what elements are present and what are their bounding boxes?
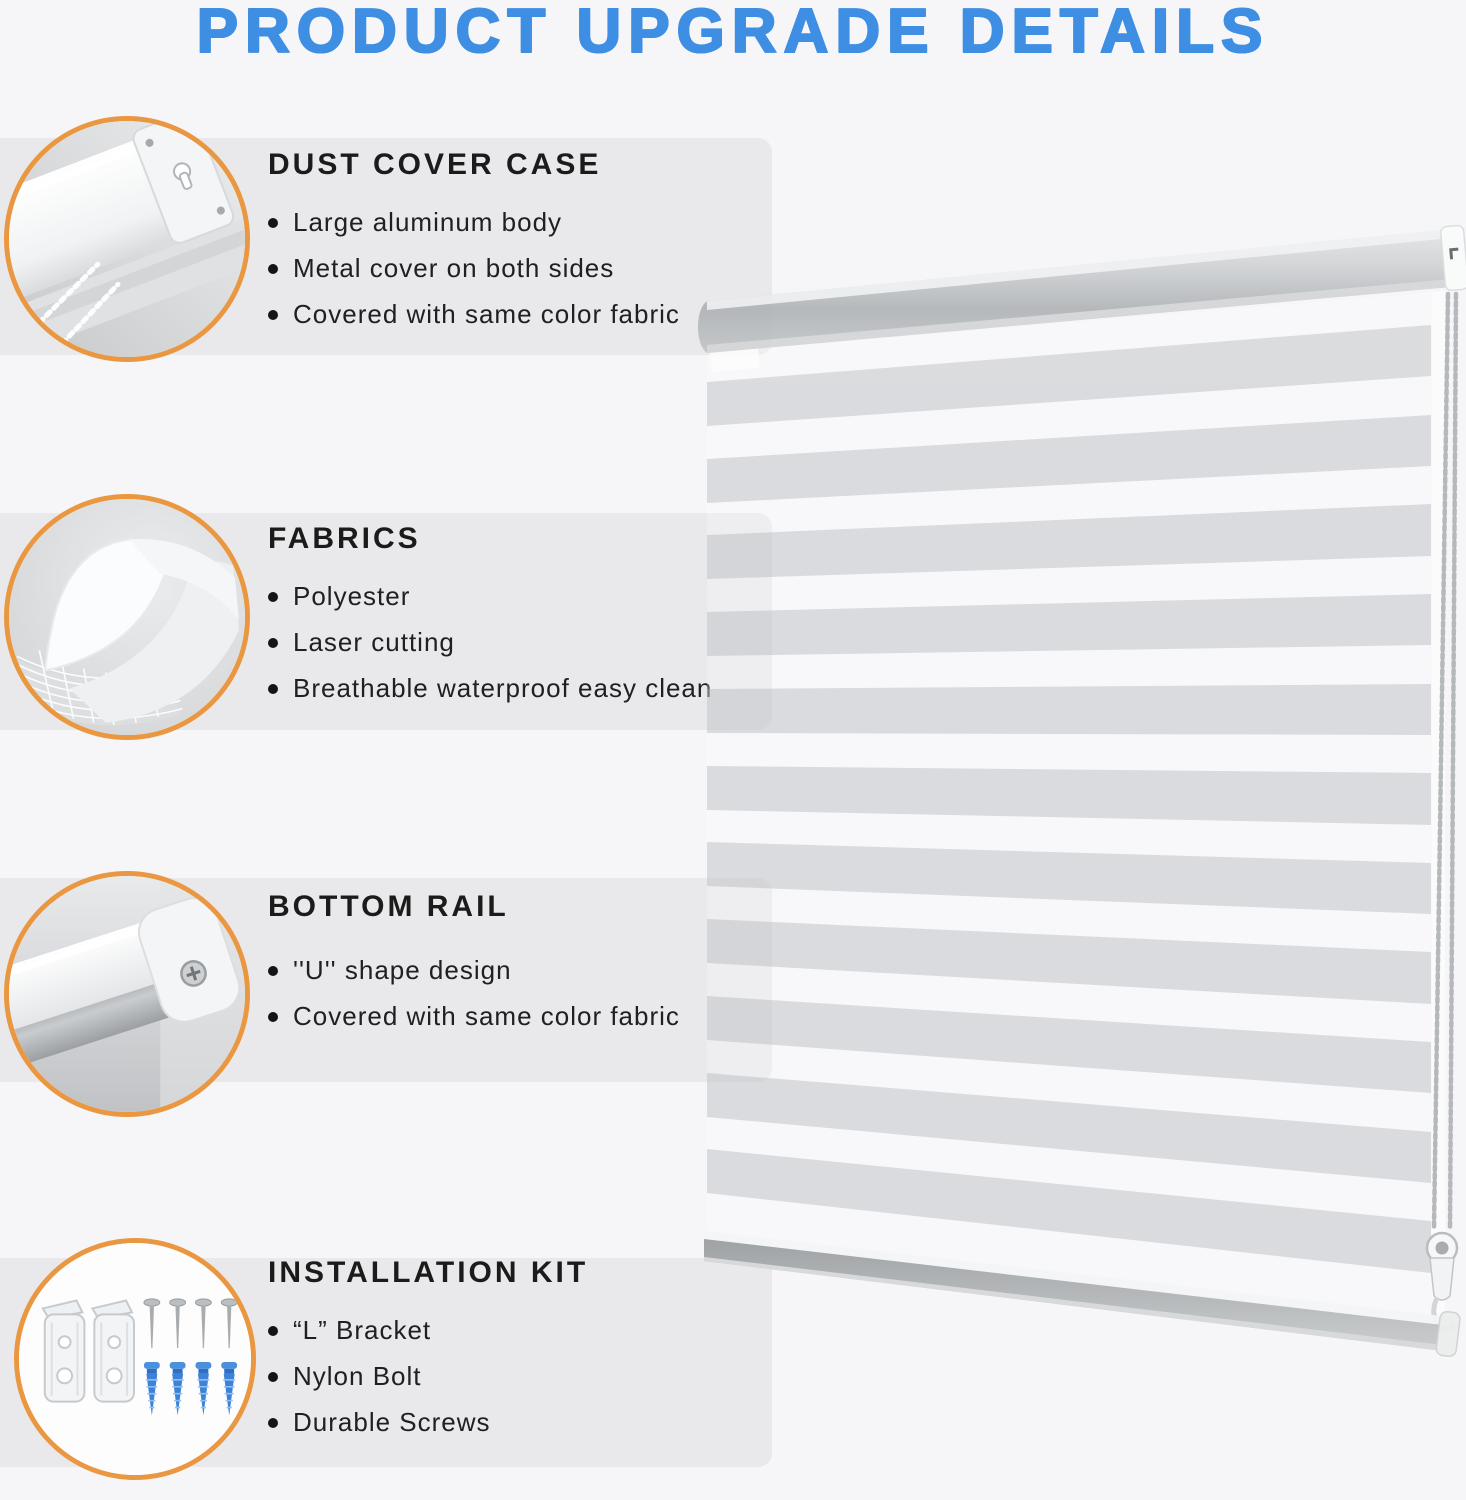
- bullet-item: Nylon Bolt: [268, 1360, 788, 1393]
- sheer-stripes: [707, 325, 1431, 1273]
- section-heading: INSTALLATION KIT: [268, 1256, 589, 1289]
- bottom-rail: [704, 1231, 1461, 1357]
- bullet-item: Metal cover on both sides: [268, 252, 788, 285]
- bullet-item: Durable Screws: [268, 1406, 788, 1439]
- bottom-rail-photo: [4, 871, 250, 1117]
- bullet-dot: [268, 1418, 278, 1428]
- bullet-dot: [268, 966, 278, 976]
- section-fabrics: [268, 522, 788, 718]
- bottom-rail-end-cap: [1436, 1311, 1461, 1357]
- pull-chain: [1427, 294, 1457, 1330]
- fabric-illustration: [9, 499, 245, 735]
- bullet-list: [268, 206, 788, 331]
- bullet-dot: [268, 638, 278, 648]
- section-installation-kit: [268, 1256, 788, 1452]
- head-rail: [698, 225, 1466, 372]
- bullet-item: Laser cutting: [268, 626, 788, 659]
- bullet-item: “L” Bracket: [268, 1314, 788, 1347]
- bullet-list: [268, 1314, 788, 1439]
- bullet-list: [268, 954, 788, 1033]
- fabric-swatch-photo: [4, 494, 250, 740]
- bullet-list: [268, 580, 788, 705]
- head-rail-end-cap: [1440, 225, 1466, 291]
- bullet-item: Breathable waterproof easy clean: [268, 672, 788, 705]
- section-heading: FABRICS: [268, 522, 421, 555]
- blind-fabric: [707, 291, 1445, 1316]
- section-bottom-rail: [268, 890, 788, 1046]
- bullet-item: ''U'' shape design: [268, 954, 788, 987]
- head-rail-cassette-illustration: [9, 121, 245, 357]
- bullet-item: Polyester: [268, 580, 788, 613]
- bullet-dot: [268, 310, 278, 320]
- section-heading: BOTTOM RAIL: [268, 890, 509, 923]
- chain-tensioner: [1427, 1233, 1457, 1330]
- bullet-dot: [268, 592, 278, 602]
- bullet-dot: [268, 218, 278, 228]
- bullet-item: Large aluminum body: [268, 206, 788, 239]
- dust-cover-case-photo: [4, 116, 250, 362]
- bullet-dot: [268, 684, 278, 694]
- installation-kit-illustration: [19, 1243, 251, 1475]
- page-title: PRODUCT UPGRADE DETAILS: [196, 0, 1270, 66]
- bullet-item: Covered with same color fabric: [268, 298, 788, 331]
- zebra-blind-product-image: [690, 180, 1466, 1500]
- section-dust-cover-case: [268, 148, 788, 344]
- bullet-dot: [268, 1372, 278, 1382]
- installation-kit-photo: [14, 1238, 256, 1480]
- bottom-rail-illustration: [9, 876, 245, 1112]
- bullet-dot: [268, 264, 278, 274]
- bullet-dot: [268, 1326, 278, 1336]
- section-heading: DUST COVER CASE: [268, 148, 602, 181]
- bullet-dot: [268, 1012, 278, 1022]
- bullet-item: Covered with same color fabric: [268, 1000, 788, 1033]
